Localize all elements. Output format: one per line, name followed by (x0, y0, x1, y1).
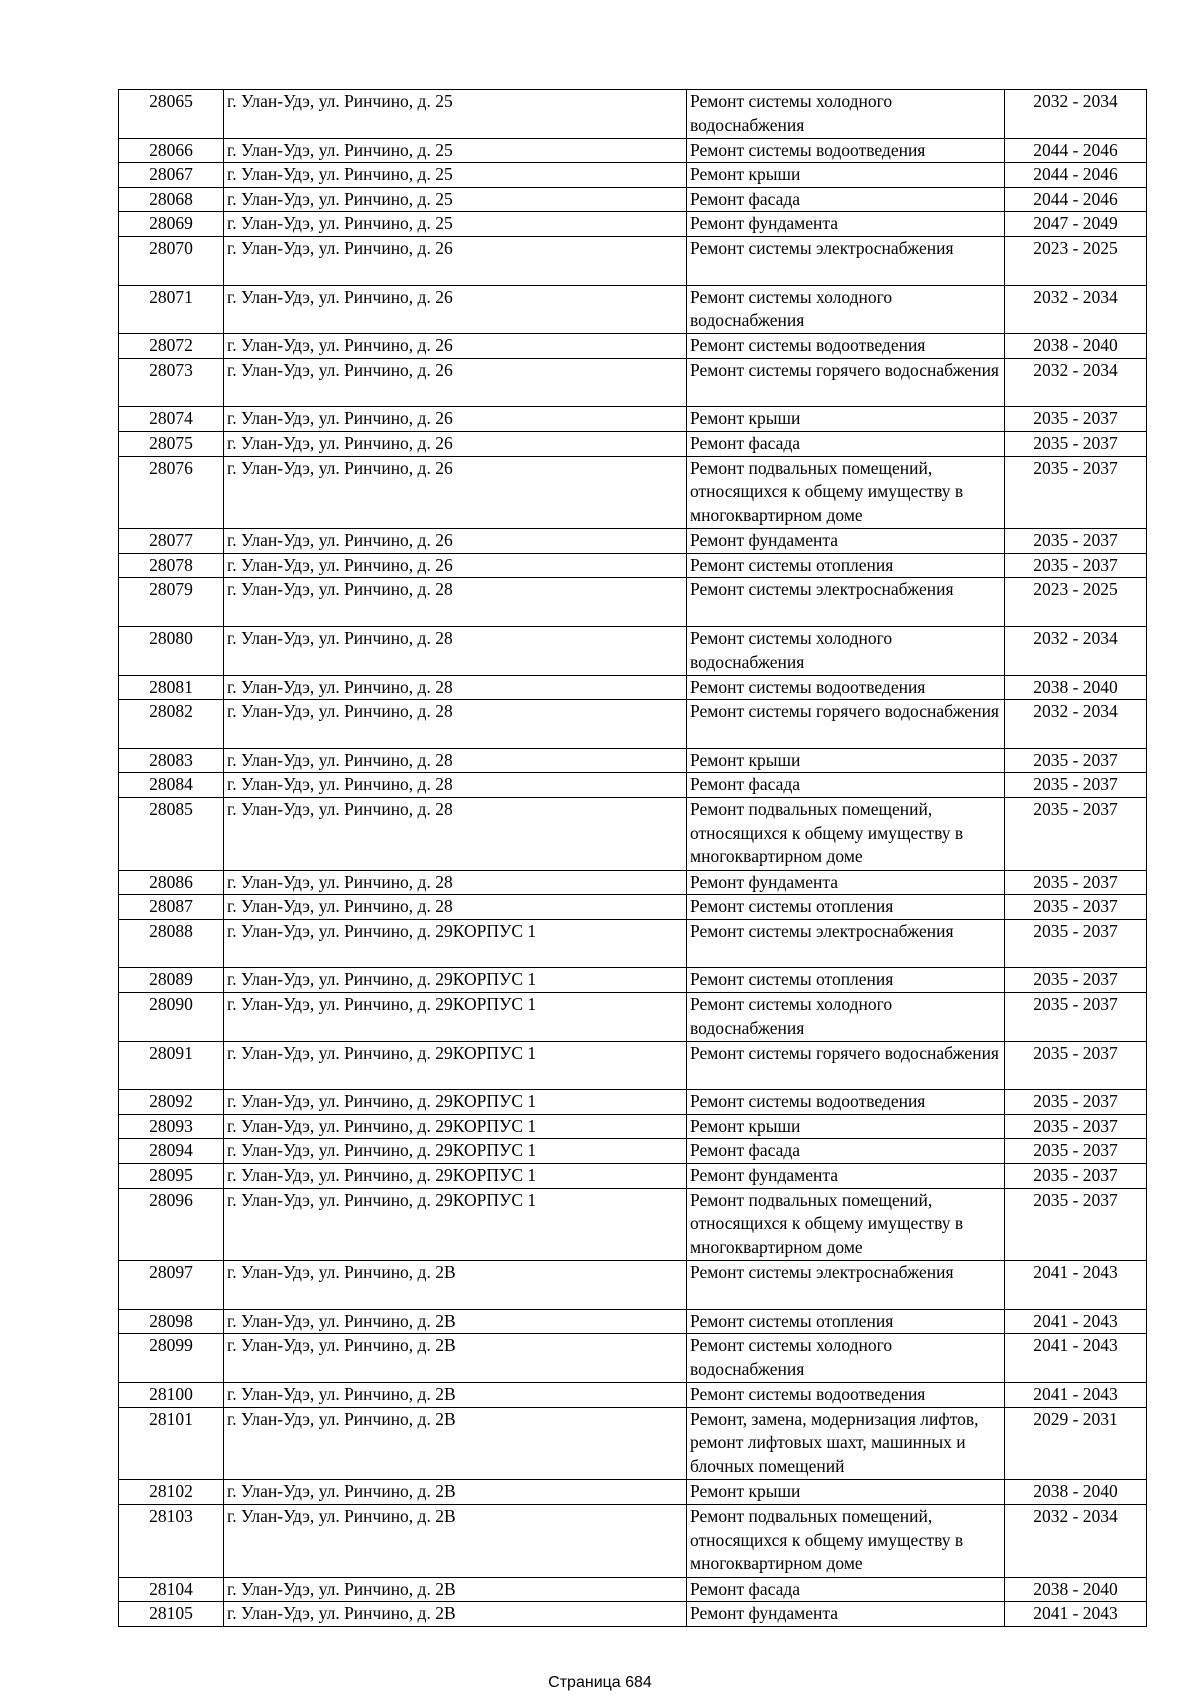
table-row (119, 1114, 1147, 1139)
address-cell: г. Улан-Удэ, ул. Ринчино, д. 28 (224, 627, 687, 676)
table-row (119, 1041, 1147, 1090)
table-row (119, 675, 1147, 700)
address-cell: г. Улан-Удэ, ул. Ринчино, д. 2В (224, 1407, 687, 1480)
table-row (119, 187, 1147, 212)
table-row (119, 334, 1147, 359)
work-type-cell: Ремонт системы отопления (687, 553, 1005, 578)
period-cell: 2023 - 2025 (1005, 236, 1147, 285)
work-type-cell: Ремонт фасада (687, 1577, 1005, 1602)
period-cell: 2035 - 2037 (1005, 1188, 1147, 1261)
work-type-cell: Ремонт системы водоотведения (687, 334, 1005, 359)
table-row (119, 1188, 1147, 1261)
row-number: 28070 (119, 236, 224, 285)
work-type-cell: Ремонт крыши (687, 163, 1005, 188)
address-cell: г. Улан-Удэ, ул. Ринчино, д. 28 (224, 797, 687, 870)
address-cell: г. Улан-Удэ, ул. Ринчино, д. 26 (224, 553, 687, 578)
period-cell: 2035 - 2037 (1005, 456, 1147, 529)
table-row (119, 1480, 1147, 1505)
period-cell: 2035 - 2037 (1005, 431, 1147, 456)
table-row (119, 529, 1147, 554)
address-cell: г. Улан-Удэ, ул. Ринчино, д. 2В (224, 1334, 687, 1383)
address-cell: г. Улан-Удэ, ул. Ринчино, д. 26 (224, 407, 687, 432)
row-number: 28089 (119, 968, 224, 993)
table-row (119, 1090, 1147, 1115)
address-cell: г. Улан-Удэ, ул. Ринчино, д. 28 (224, 773, 687, 798)
table-row (119, 1261, 1147, 1310)
address-cell: г. Улан-Удэ, ул. Ринчино, д. 2В (224, 1504, 687, 1577)
row-number: 28093 (119, 1114, 224, 1139)
table-row (119, 627, 1147, 676)
row-number: 28086 (119, 870, 224, 895)
work-type-cell: Ремонт системы холодного водоснабжения (687, 90, 1005, 139)
work-type-cell: Ремонт фундамента (687, 212, 1005, 237)
row-number: 28102 (119, 1480, 224, 1505)
row-number: 28067 (119, 163, 224, 188)
table-row (119, 407, 1147, 432)
period-cell: 2035 - 2037 (1005, 1164, 1147, 1189)
row-number: 28095 (119, 1164, 224, 1189)
address-cell: г. Улан-Удэ, ул. Ринчино, д. 25 (224, 138, 687, 163)
table-body (119, 90, 1147, 1627)
period-cell: 2038 - 2040 (1005, 1480, 1147, 1505)
work-type-cell: Ремонт системы водоотведения (687, 675, 1005, 700)
period-cell: 2035 - 2037 (1005, 870, 1147, 895)
table-row (119, 358, 1147, 407)
address-cell: г. Улан-Удэ, ул. Ринчино, д. 25 (224, 212, 687, 237)
row-number: 28105 (119, 1602, 224, 1627)
table-row (119, 1383, 1147, 1408)
work-type-cell: Ремонт подвальных помещений, относящихся к общему имуществу в многоквартирном доме (687, 1504, 1005, 1577)
address-cell: г. Улан-Удэ, ул. Ринчино, д. 29КОРПУС 1 (224, 1090, 687, 1115)
work-type-cell: Ремонт системы холодного водоснабжения (687, 627, 1005, 676)
row-number: 28069 (119, 212, 224, 237)
table-row (119, 1407, 1147, 1480)
row-number: 28096 (119, 1188, 224, 1261)
address-cell: г. Улан-Удэ, ул. Ринчино, д. 2В (224, 1602, 687, 1627)
address-cell: г. Улан-Удэ, ул. Ринчино, д. 28 (224, 578, 687, 627)
period-cell: 2035 - 2037 (1005, 748, 1147, 773)
row-number: 28079 (119, 578, 224, 627)
work-type-cell: Ремонт системы холодного водоснабжения (687, 1334, 1005, 1383)
period-cell: 2035 - 2037 (1005, 1139, 1147, 1164)
row-number: 28080 (119, 627, 224, 676)
work-type-cell: Ремонт системы горячего водоснабжения (687, 700, 1005, 749)
work-type-cell: Ремонт системы водоотведения (687, 1090, 1005, 1115)
work-type-cell: Ремонт системы электроснабжения (687, 919, 1005, 968)
table-row (119, 919, 1147, 968)
address-cell: г. Улан-Удэ, ул. Ринчино, д. 26 (224, 529, 687, 554)
address-cell: г. Улан-Удэ, ул. Ринчино, д. 29КОРПУС 1 (224, 1041, 687, 1090)
row-number: 28071 (119, 285, 224, 334)
address-cell: г. Улан-Удэ, ул. Ринчино, д. 26 (224, 358, 687, 407)
work-type-cell: Ремонт системы горячего водоснабжения (687, 358, 1005, 407)
work-type-cell: Ремонт системы электроснабжения (687, 1261, 1005, 1310)
period-cell: 2032 - 2034 (1005, 358, 1147, 407)
address-cell: г. Улан-Удэ, ул. Ринчино, д. 29КОРПУС 1 (224, 1188, 687, 1261)
row-number: 28081 (119, 675, 224, 700)
work-type-cell: Ремонт системы холодного водоснабжения (687, 993, 1005, 1042)
period-cell: 2041 - 2043 (1005, 1602, 1147, 1627)
table-row (119, 700, 1147, 749)
row-number: 28088 (119, 919, 224, 968)
table-row (119, 895, 1147, 920)
period-cell: 2029 - 2031 (1005, 1407, 1147, 1480)
row-number: 28087 (119, 895, 224, 920)
period-cell: 2041 - 2043 (1005, 1309, 1147, 1334)
address-cell: г. Улан-Удэ, ул. Ринчино, д. 26 (224, 236, 687, 285)
page-number: Страница 684 (548, 1674, 652, 1691)
row-number: 28103 (119, 1504, 224, 1577)
period-cell: 2035 - 2037 (1005, 407, 1147, 432)
row-number: 28104 (119, 1577, 224, 1602)
period-cell: 2035 - 2037 (1005, 919, 1147, 968)
period-cell: 2044 - 2046 (1005, 138, 1147, 163)
table-row (119, 1504, 1147, 1577)
work-type-cell: Ремонт подвальных помещений, относящихся к общему имуществу в многоквартирном доме (687, 1188, 1005, 1261)
row-number: 28098 (119, 1309, 224, 1334)
row-number: 28074 (119, 407, 224, 432)
table-row (119, 797, 1147, 870)
period-cell: 2035 - 2037 (1005, 1114, 1147, 1139)
work-type-cell: Ремонт подвальных помещений, относящихся к общему имуществу в многоквартирном доме (687, 797, 1005, 870)
work-type-cell: Ремонт крыши (687, 1480, 1005, 1505)
address-cell: г. Улан-Удэ, ул. Ринчино, д. 25 (224, 90, 687, 139)
row-number: 28075 (119, 431, 224, 456)
table-row (119, 553, 1147, 578)
table-row (119, 968, 1147, 993)
row-number: 28084 (119, 773, 224, 798)
period-cell: 2023 - 2025 (1005, 578, 1147, 627)
work-type-cell: Ремонт фасада (687, 431, 1005, 456)
work-type-cell: Ремонт крыши (687, 407, 1005, 432)
address-cell: г. Улан-Удэ, ул. Ринчино, д. 26 (224, 285, 687, 334)
work-type-cell: Ремонт системы отопления (687, 895, 1005, 920)
table-row (119, 163, 1147, 188)
row-number: 28068 (119, 187, 224, 212)
repair-schedule-table (118, 89, 1147, 1627)
address-cell: г. Улан-Удэ, ул. Ринчино, д. 28 (224, 870, 687, 895)
address-cell: г. Улан-Удэ, ул. Ринчино, д. 29КОРПУС 1 (224, 1164, 687, 1189)
row-number: 28078 (119, 553, 224, 578)
period-cell: 2035 - 2037 (1005, 968, 1147, 993)
period-cell: 2047 - 2049 (1005, 212, 1147, 237)
row-number: 28076 (119, 456, 224, 529)
work-type-cell: Ремонт системы горячего водоснабжения (687, 1041, 1005, 1090)
period-cell: 2041 - 2043 (1005, 1334, 1147, 1383)
table-row (119, 138, 1147, 163)
work-type-cell: Ремонт фасада (687, 187, 1005, 212)
period-cell: 2032 - 2034 (1005, 90, 1147, 139)
period-cell: 2035 - 2037 (1005, 773, 1147, 798)
period-cell: 2032 - 2034 (1005, 627, 1147, 676)
period-cell: 2035 - 2037 (1005, 1041, 1147, 1090)
table-row (119, 431, 1147, 456)
work-type-cell: Ремонт фундамента (687, 870, 1005, 895)
address-cell: г. Улан-Удэ, ул. Ринчино, д. 25 (224, 163, 687, 188)
row-number: 28083 (119, 748, 224, 773)
address-cell: г. Улан-Удэ, ул. Ринчино, д. 28 (224, 748, 687, 773)
address-cell: г. Улан-Удэ, ул. Ринчино, д. 2В (224, 1577, 687, 1602)
row-number: 28099 (119, 1334, 224, 1383)
row-number: 28101 (119, 1407, 224, 1480)
period-cell: 2035 - 2037 (1005, 553, 1147, 578)
work-type-cell: Ремонт фасада (687, 773, 1005, 798)
work-type-cell: Ремонт фасада (687, 1139, 1005, 1164)
row-number: 28100 (119, 1383, 224, 1408)
address-cell: г. Улан-Удэ, ул. Ринчино, д. 29КОРПУС 1 (224, 1139, 687, 1164)
table-row (119, 1577, 1147, 1602)
address-cell: г. Улан-Удэ, ул. Ринчино, д. 2В (224, 1309, 687, 1334)
address-cell: г. Улан-Удэ, ул. Ринчино, д. 2В (224, 1480, 687, 1505)
work-type-cell: Ремонт фундамента (687, 529, 1005, 554)
table-row (119, 456, 1147, 529)
period-cell: 2035 - 2037 (1005, 895, 1147, 920)
period-cell: 2032 - 2034 (1005, 1504, 1147, 1577)
address-cell: г. Улан-Удэ, ул. Ринчино, д. 26 (224, 431, 687, 456)
row-number: 28082 (119, 700, 224, 749)
table-row (119, 285, 1147, 334)
work-type-cell: Ремонт системы отопления (687, 968, 1005, 993)
work-type-cell: Ремонт, замена, модернизация лифтов, ремонт лифтовых шахт, машинных и блочных помещений (687, 1407, 1005, 1480)
period-cell: 2035 - 2037 (1005, 1090, 1147, 1115)
work-type-cell: Ремонт подвальных помещений, относящихся к общему имуществу в многоквартирном доме (687, 456, 1005, 529)
work-type-cell: Ремонт системы водоотведения (687, 138, 1005, 163)
period-cell: 2038 - 2040 (1005, 1577, 1147, 1602)
address-cell: г. Улан-Удэ, ул. Ринчино, д. 28 (224, 700, 687, 749)
row-number: 28097 (119, 1261, 224, 1310)
work-type-cell: Ремонт системы электроснабжения (687, 578, 1005, 627)
table-row (119, 1309, 1147, 1334)
row-number: 28092 (119, 1090, 224, 1115)
row-number: 28073 (119, 358, 224, 407)
table-row (119, 1139, 1147, 1164)
row-number: 28091 (119, 1041, 224, 1090)
address-cell: г. Улан-Удэ, ул. Ринчино, д. 28 (224, 895, 687, 920)
table-row (119, 1334, 1147, 1383)
row-number: 28072 (119, 334, 224, 359)
period-cell: 2044 - 2046 (1005, 187, 1147, 212)
period-cell: 2041 - 2043 (1005, 1383, 1147, 1408)
work-type-cell: Ремонт крыши (687, 748, 1005, 773)
row-number: 28065 (119, 90, 224, 139)
address-cell: г. Улан-Удэ, ул. Ринчино, д. 29КОРПУС 1 (224, 1114, 687, 1139)
table-row (119, 748, 1147, 773)
row-number: 28085 (119, 797, 224, 870)
row-number: 28090 (119, 993, 224, 1042)
row-number: 28077 (119, 529, 224, 554)
address-cell: г. Улан-Удэ, ул. Ринчино, д. 26 (224, 456, 687, 529)
period-cell: 2038 - 2040 (1005, 334, 1147, 359)
address-cell: г. Улан-Удэ, ул. Ринчино, д. 29КОРПУС 1 (224, 919, 687, 968)
period-cell: 2038 - 2040 (1005, 675, 1147, 700)
work-type-cell: Ремонт системы электроснабжения (687, 236, 1005, 285)
period-cell: 2032 - 2034 (1005, 285, 1147, 334)
address-cell: г. Улан-Удэ, ул. Ринчино, д. 29КОРПУС 1 (224, 993, 687, 1042)
table-row (119, 1164, 1147, 1189)
address-cell: г. Улан-Удэ, ул. Ринчино, д. 28 (224, 675, 687, 700)
address-cell: г. Улан-Удэ, ул. Ринчино, д. 29КОРПУС 1 (224, 968, 687, 993)
period-cell: 2032 - 2034 (1005, 700, 1147, 749)
table-row (119, 578, 1147, 627)
address-cell: г. Улан-Удэ, ул. Ринчино, д. 2В (224, 1383, 687, 1408)
work-type-cell: Ремонт системы отопления (687, 1309, 1005, 1334)
row-number: 28094 (119, 1139, 224, 1164)
work-type-cell: Ремонт фундамента (687, 1164, 1005, 1189)
period-cell: 2035 - 2037 (1005, 993, 1147, 1042)
table-row (119, 90, 1147, 139)
work-type-cell: Ремонт системы холодного водоснабжения (687, 285, 1005, 334)
period-cell: 2041 - 2043 (1005, 1261, 1147, 1310)
table-row (119, 773, 1147, 798)
table-row (119, 212, 1147, 237)
address-cell: г. Улан-Удэ, ул. Ринчино, д. 25 (224, 187, 687, 212)
work-type-cell: Ремонт крыши (687, 1114, 1005, 1139)
table-row (119, 1602, 1147, 1627)
table-row (119, 993, 1147, 1042)
period-cell: 2044 - 2046 (1005, 163, 1147, 188)
table-row (119, 870, 1147, 895)
work-type-cell: Ремонт фундамента (687, 1602, 1005, 1627)
period-cell: 2035 - 2037 (1005, 797, 1147, 870)
work-type-cell: Ремонт системы водоотведения (687, 1383, 1005, 1408)
table-row (119, 236, 1147, 285)
address-cell: г. Улан-Удэ, ул. Ринчино, д. 2В (224, 1261, 687, 1310)
address-cell: г. Улан-Удэ, ул. Ринчино, д. 26 (224, 334, 687, 359)
period-cell: 2035 - 2037 (1005, 529, 1147, 554)
row-number: 28066 (119, 138, 224, 163)
